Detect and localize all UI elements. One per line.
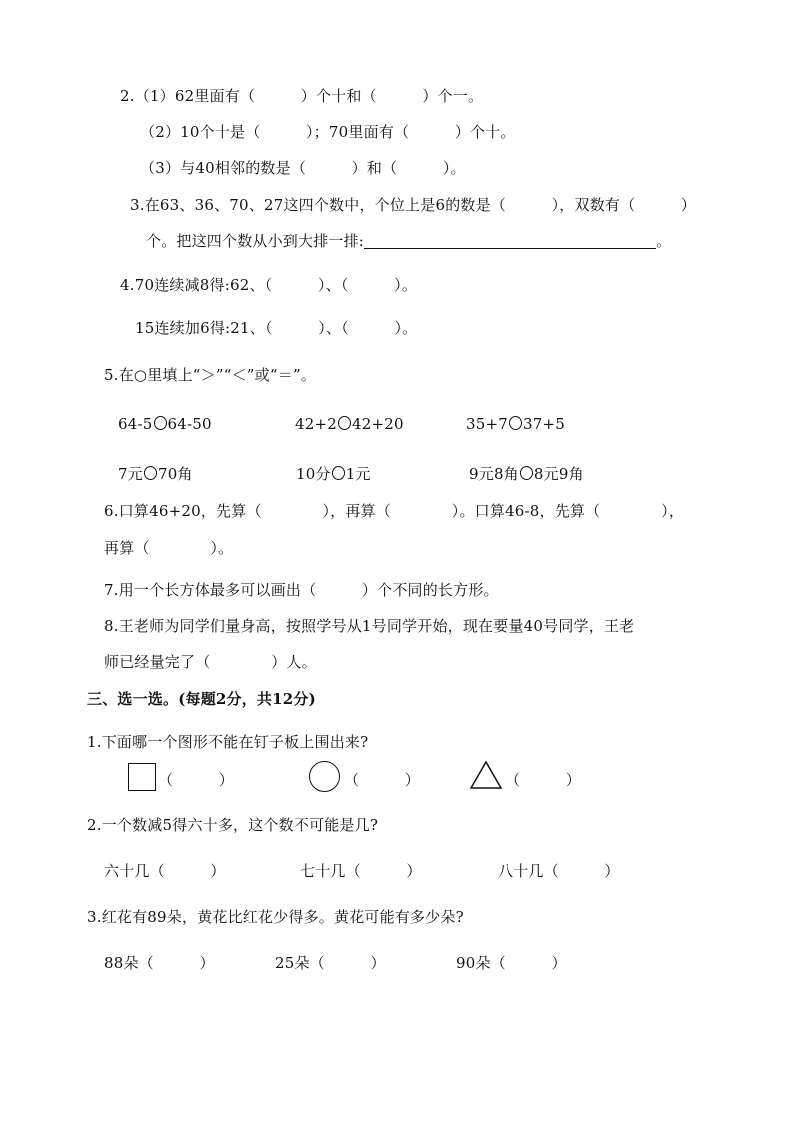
compare-item [466, 414, 565, 434]
q3-line-2-text: 个。把这四个数从小到大排一排: [146, 232, 365, 250]
c1-option-triangle[interactable]: （ ） [505, 771, 582, 789]
compare-left: 7元 [118, 465, 143, 483]
q8-line-2: 师已经量完了（ ）人。 [104, 653, 317, 671]
answer-underline[interactable] [364, 232, 656, 249]
compare-right: 8元9角 [533, 465, 584, 483]
c2-option-3[interactable]: 八十几（ ） [498, 862, 620, 880]
q3-line-1: 3.在63、36、70、27这四个数中，个位上是6的数是（ ），双数有（ ） [130, 196, 697, 214]
c3-option-1[interactable]: 88朵（ ） [104, 954, 215, 972]
q2-line-3: （3）与40相邻的数是（ ）和（ ）。 [140, 159, 466, 177]
compare-circle-icon[interactable] [154, 416, 167, 430]
compare-item [295, 414, 404, 434]
q8-line-1: 8.王老师为同学们量身高，按照学号从1号同学开始，现在要量40号同学，王老 [104, 617, 635, 635]
compare-left: 9元8角 [469, 465, 519, 483]
compare-left: 42+2 [295, 415, 337, 433]
compare-circle-icon[interactable] [332, 466, 345, 480]
compare-circle-icon[interactable] [338, 416, 351, 430]
q4-line-2: 15连续加6得:21、（ ）、（ ）。 [135, 319, 418, 337]
q7-line-1: 7.用一个长方体最多可以画出（ ）个不同的长方形。 [104, 581, 499, 599]
compare-right: 1元 [345, 465, 371, 483]
compare-right: 37+5 [523, 415, 565, 433]
c3-question: 3.红花有89朵，黄花比红花少得多。黄花可能有多少朵? [87, 908, 464, 926]
circle-icon [309, 761, 340, 792]
compare-item [469, 464, 584, 484]
q4-line-1: 4.70连续减8得:62、（ ）、（ ）。 [120, 276, 418, 294]
compare-circle-icon[interactable] [520, 466, 533, 480]
compare-right: 70角 [157, 465, 193, 483]
c3-option-3[interactable]: 90朵（ ） [456, 954, 567, 972]
compare-left: 35+7 [466, 415, 508, 433]
c2-question: 2.一个数减5得六十多，这个数不可能是几? [87, 816, 379, 834]
q2-line-1: 2.（1）62里面有（ ）个十和（ ）个一。 [120, 87, 484, 105]
c1-question: 1.下面哪一个图形不能在钉子板上围出来? [87, 733, 369, 751]
square-icon [128, 763, 156, 791]
q3-line-2-end: 。 [656, 232, 672, 250]
compare-left: 64-5 [118, 415, 153, 433]
section-3-title: 三、选一选。(每题2分，共12分) [87, 690, 316, 708]
q5-title: 5.在○里填上“＞”“＜”或“＝”。 [104, 366, 317, 384]
compare-item [118, 414, 212, 434]
c2-option-1[interactable]: 六十几（ ） [104, 862, 226, 880]
c2-option-2[interactable]: 七十几（ ） [300, 862, 422, 880]
compare-item [118, 464, 193, 484]
q6-line-2: 再算（ ）。 [104, 539, 234, 557]
compare-item [296, 464, 371, 484]
q6-line-1: 6.口算46+20，先算（ ），再算（ ）。口算46-8，先算（ ）， [104, 502, 685, 520]
compare-right: 64-50 [167, 415, 212, 433]
c1-option-circle[interactable]: （ ） [344, 771, 421, 789]
q2-line-2: （2）10个十是（ ）；70里面有（ ）个十。 [140, 123, 516, 141]
compare-circle-icon[interactable] [509, 416, 522, 430]
c3-option-2[interactable]: 25朵（ ） [275, 954, 386, 972]
q3-line-2 [146, 231, 671, 251]
compare-left: 10分 [296, 465, 331, 483]
compare-right: 42+20 [352, 415, 404, 433]
c1-option-square[interactable]: （ ） [158, 771, 235, 789]
compare-circle-icon[interactable] [144, 466, 157, 480]
triangle-icon [469, 760, 503, 790]
